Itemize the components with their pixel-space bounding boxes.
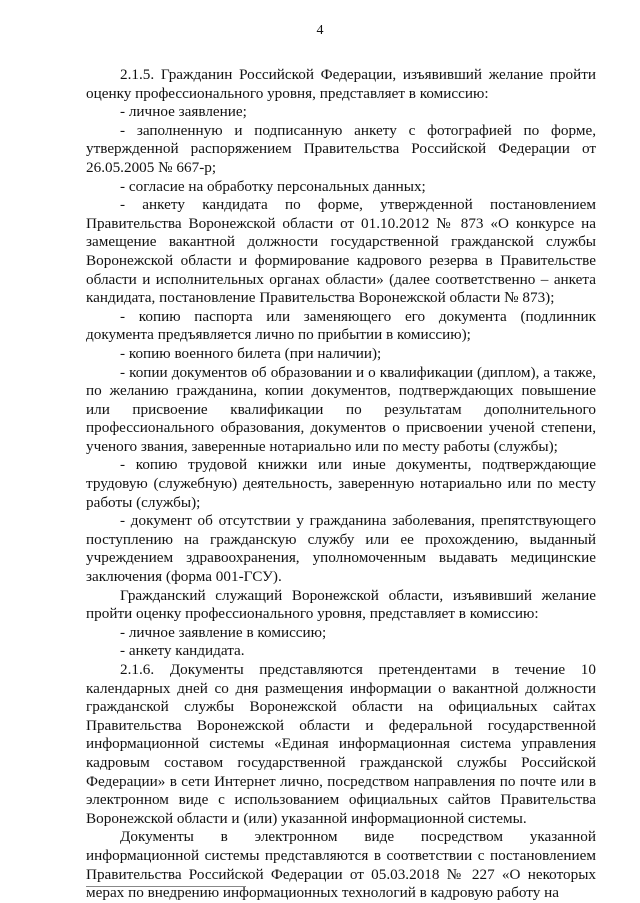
- list-item-questionnaire-photo: - заполненную и подписанную анкету с фотографией по форме, утвержденной распоряжением Правительства Российской Федерации от 26.05.2005 № 667-р;: [86, 121, 596, 176]
- document-body: [86, 66, 596, 903]
- list-item-commission-application: - личное заявление в комиссию;: [120, 623, 327, 641]
- list-item-application: - личное заявление;: [120, 103, 247, 121]
- footer-divider: [86, 886, 246, 887]
- list-item-personal-data-consent: - согласие на обработку персональных данных;: [120, 177, 426, 195]
- list-item-candidate-form: - анкету кандидата.: [120, 642, 245, 660]
- paragraph-2-1-6: 2.1.6. Документы представляются претендентами в течение 10 календарных дней со дня размещения информации о вакантной должности гражданской службы Воронежской области на официальных сайтах Правительства Воронежской области и федеральной государственной информационной системы «Единая информационная система управления кадровым составом государственной гражданской службы Российской Федерации» в сети Интернет лично, посредством направления по почте или в электронном виде с использованием официальных сайтов Правительства Воронежской области и (или) указанной информационной системы.: [86, 661, 596, 827]
- list-item-medical-certificate: - документ об отсутствии у гражданина заболевания, препятствующего поступлению на гражданскую службу или ее прохождению, выданный учреждением здравоохранения, уполномоченным выдавать медицинские заключения (форма 001-ГСУ).: [86, 512, 596, 586]
- list-item-employment-record: - копию трудовой книжки или иные документы, подтверждающие трудовую (служебную) деятельность, заверенную нотариально или по месту работы (службы);: [86, 456, 596, 511]
- list-item-candidate-questionnaire: - анкету кандидата по форме, утвержденной постановлением Правительства Воронежской области от 01.10.2012 № 873 «О конкурсе на замещение вакантной должности государственной гражданской службы Воронежской области и формирование кадрового резерва в Правительстве области и исполнительных органах области» (далее соответственно – анкета кандидата, постановление Правительства Воронежской области № 873);: [86, 196, 596, 307]
- paragraph-civil-servant: Гражданский служащий Воронежской области, изъявивший желание пройти оценку профессионального уровня, представляет в комиссию:: [86, 586, 596, 623]
- paragraph-electronic-documents: Документы в электронном виде посредством указанной информационной системы представляются в соответствии с постановлением Правительства Российской Федерации от 05.03.2018 № 227 «О некоторых мерах по внедрению информационных технологий в кадровую работу на: [86, 828, 596, 902]
- list-item-education-documents: - копии документов об образовании и о квалификации (диплом), а также, по желанию гражданина, копии документов, подтверждающих повышение или присвоение квалификации по результатам дополнительного профессионального образования, документов о присвоении ученой степени, ученого звания, заверенные нотариально или по месту работы (службы);: [86, 363, 596, 455]
- paragraph-2-1-5: 2.1.5. Гражданин Российской Федерации, изъявивший желание пройти оценку профессионального уровня, представляет в комиссию:: [86, 66, 596, 102]
- list-item-passport-copy: - копию паспорта или заменяющего его документа (подлинник документа предъявляется лично по прибытии в комиссию);: [86, 307, 596, 344]
- page-number: 4: [316, 23, 324, 38]
- list-item-military-id: - копию военного билета (при наличии);: [120, 344, 382, 362]
